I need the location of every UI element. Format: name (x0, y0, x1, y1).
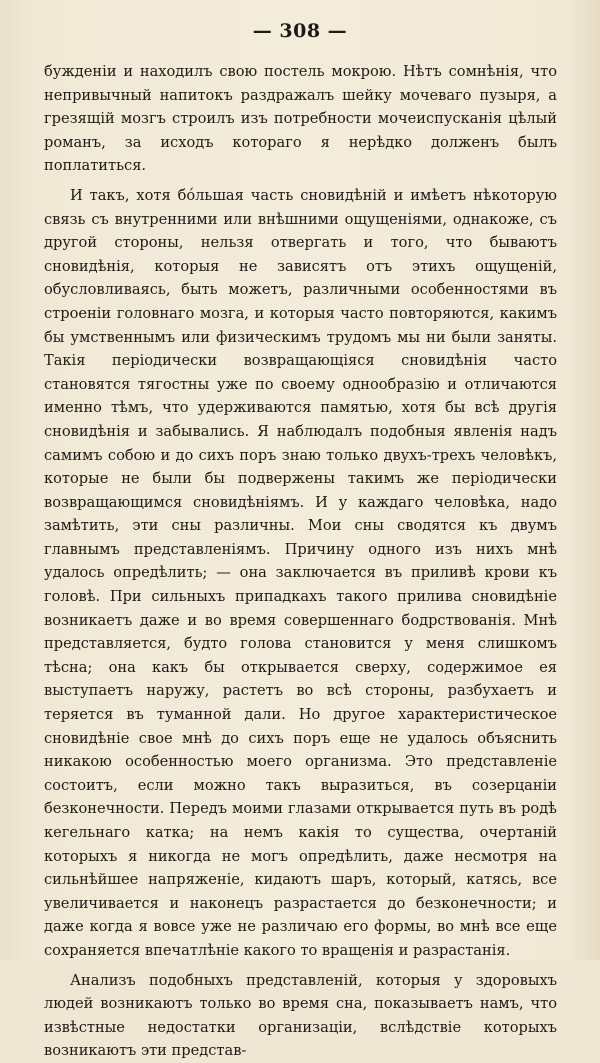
body-text (44, 60, 557, 1063)
page-number: — 308 — (252, 20, 348, 42)
paragraph: И такъ, хотя бóльшая часть сновидѣній и имѣетъ нѣкоторую связь съ внутренними или внѣшними ощущеніями, однакоже, съ другой стороны, нельзя отвергать и того, что бываютъ сновидѣнія, которыя не зависятъ отъ этихъ ощущеній, обусловливаясь, быть можетъ, различными особенностями въ строеніи головнаго мозга, и которыя часто повторяются, какимъ бы умственнымъ или физическимъ трудомъ мы ни были заняты. Такія періодически возвращающіяся сновидѣнія часто становятся тягостны уже по своему однообразію и отличаются именно тѣмъ, что удерживаются памятью, хотя бы всѣ другія сновидѣнія и забывались. Я наблюдалъ подобныя явленія надъ самимъ собою и до сихъ поръ знаю только двухъ-трехъ человѣкъ, которые не были бы подвержены такимъ же періодически возвращающимся сновидѣніямъ. И у каждаго человѣка, надо замѣтить, эти сны различны. Мои сны сводятся къ двумъ главнымъ представленіямъ. Причину одного изъ нихъ мнѣ удалось опредѣлить; — она заключается въ приливѣ крови къ головѣ. При сильныхъ припадкахъ такого прилива сновидѣніе возникаетъ даже и во время совершеннаго бодрствованія. Мнѣ представляется, будто голова становится у меня слишкомъ тѣсна; она какъ бы открывается сверху, содержимое ея выступаетъ наружу, растетъ во всѣ стороны, разбухаетъ и теряется въ туманной дали. Но другое характеристическое сновидѣніе свое мнѣ до сихъ поръ еще не удалось объяснить никакою особенностью моего организма. Это представленіе состоитъ, если можно такъ выразиться, въ созерцаніи безконечности. Передъ моими глазами открывается путь въ родѣ кегельнаго катка; на немъ какія то существа, очертаній которыхъ я никогда не могъ опредѣлить, даже несмотря на сильнѣйшее напряженіе, кидаютъ шаръ, который, катясь, все увеличивается и наконецъ разрастается до безконечности; и даже когда я вовсе уже не различаю его формы, во мнѣ все еще сохраняется впечатлѣніе какого то вращенія и разрастанія. (44, 186, 557, 959)
paragraph: Анализъ подобныхъ представленій, которыя у здоровыхъ людей возникаютъ только во время сна, показываетъ намъ, что извѣстные недостатки организаціи, вслѣдствіе которыхъ возникаютъ эти представ- (44, 971, 557, 1060)
paragraph: бужденіи и находилъ свою постель мокрою. Нѣтъ сомнѣнія, что непривычный напитокъ раздражалъ шейку мочеваго пузыря, а грезящій мозгъ строилъ изъ потребности мочеиспусканія цѣлый романъ, за исходъ котораго я нерѣдко долженъ былъ поплатиться. (44, 63, 557, 175)
